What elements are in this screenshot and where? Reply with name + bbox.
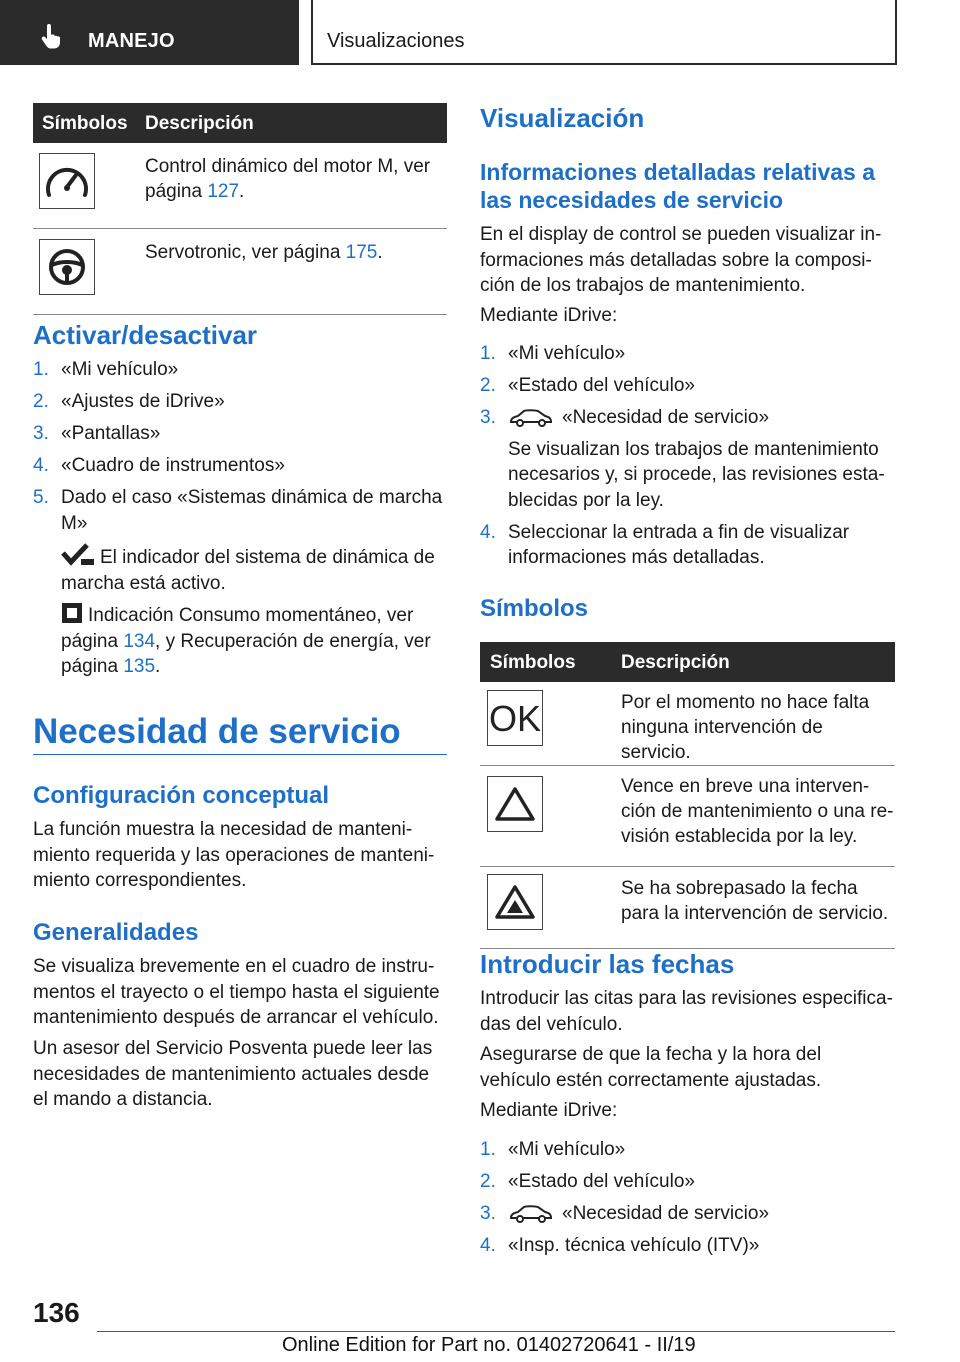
fechas-steps (480, 1137, 895, 1265)
table-description: Control dinámico del motor M, ver página 127. (144, 143, 447, 229)
general-text-2: Un asesor del Servicio Posventa puede leer las necesidades de mantenimiento actuales desde el mando a distancia. (33, 1038, 433, 1110)
right-symbol-table (480, 642, 895, 949)
list-item: 4. «Cuadro de instrumentos» (33, 455, 285, 476)
square-icon (61, 602, 83, 624)
heading-generalidades: Generalidades (33, 919, 199, 946)
config-text: La función muestra la necesidad de mantenimiento requerida y las operaciones de mantenimiento correspondientes. (33, 819, 435, 891)
ok-icon: OK (487, 690, 543, 746)
steering-wheel-icon (39, 239, 95, 295)
mediante-label: Mediante iDrive: (480, 1100, 618, 1121)
heading-config: Configuración conceptual (33, 782, 330, 809)
list-item: 3. «Necesidad de servicio» (480, 1203, 770, 1224)
list-item: 4. «Insp. técnica vehículo (ITV)» (480, 1235, 760, 1256)
list-item: 2. «Ajustes de iDrive» (33, 391, 225, 412)
activar-steps (33, 357, 443, 686)
heading-necesidad: Necesidad de servicio (33, 712, 401, 751)
table-header-description: Descripción (144, 103, 447, 143)
checkmark-icon (61, 542, 95, 566)
table-row (33, 143, 447, 229)
mediante-label: Mediante iDrive: (480, 305, 618, 326)
fechas-text-2: Asegurarse de que la fecha y la hora del vehículo estén correctamente ajustadas. (480, 1044, 822, 1091)
page-link[interactable]: 135 (123, 656, 156, 677)
list-item: 1. «Mi vehículo» (33, 359, 179, 380)
table-row (33, 229, 447, 315)
list-item: 3. «Necesidad de servicio» Se visualizan los trabajos de mantenimiento necesarios y, si procede, las revisiones establecidas por la ley. (480, 405, 895, 513)
visualizacion-steps (480, 341, 895, 577)
table-header-description: Descripción (612, 642, 895, 682)
warning-triangle-icon (487, 776, 543, 832)
heading-visualizacion: Visualización (480, 103, 645, 133)
general-text-1: Se visualiza brevemente en el cuadro de instrumentos el trayecto o el tiempo hasta el siguiente mantenimiento después de arrancar el vehículo. (33, 956, 440, 1028)
heading-simbolos: Símbolos (480, 595, 589, 622)
heading-fechas: Introducir las fechas (480, 949, 735, 979)
list-item: 3. «Pantallas» (33, 423, 161, 444)
footer-rule (97, 1331, 895, 1332)
table-description: Se ha sobrepasado la fecha para la intervención de servicio. (612, 867, 895, 949)
table-row (480, 766, 895, 867)
car-icon (508, 408, 554, 428)
table-header-symbols: Símbolos (480, 642, 612, 682)
list-item: 1. «Mi vehículo» (480, 1139, 626, 1160)
table-row (480, 682, 895, 766)
section-tab (0, 0, 299, 65)
page-title: Visualizaciones (327, 30, 465, 52)
note-active: El indicador del sistema de dinámica de marcha está activo. (61, 542, 443, 596)
list-item: 1. «Mi vehículo» (480, 343, 626, 364)
table-description: Por el momento no hace falta ninguna intervención de servicio. (612, 682, 895, 766)
page-link[interactable]: 175 (345, 242, 378, 263)
section-label: MANEJO (88, 30, 175, 52)
page-number: 136 (33, 1297, 80, 1328)
list-item: 5. Dado el caso «Sistemas dinámica de marcha M» El indicador del sistema de dinámica de marcha está activo. Indicación Consumo momentáneo, ver página 134, y Recuperación de energía, ver página 135. (33, 485, 443, 680)
table-description: Servotronic, ver página 175. (144, 229, 447, 315)
page-link[interactable]: 127 (207, 181, 240, 202)
subheading-informaciones: Informaciones detalladas relativas a las necesidades de servicio (480, 159, 876, 213)
table-header-symbols: Símbolos (33, 103, 144, 143)
list-item: 4. Seleccionar la entrada a fin de visualizar informaciones más detalladas. (480, 521, 850, 568)
page-header (311, 0, 897, 65)
table-description: Vence en breve una intervención de mantenimiento o una revisión establecida por la ley. (612, 766, 895, 867)
fechas-text-1: Introducir las citas para las revisiones especificadas del vehículo. (480, 988, 893, 1035)
edition-note: Online Edition for Part no. 01402720641 - II/19 (282, 1334, 696, 1356)
list-item: 2. «Estado del vehículo» (480, 1171, 695, 1192)
step-extra: Se visualizan los trabajos de mantenimiento necesarios y, si procede, las revisiones establecidas por la ley. (508, 438, 885, 511)
gauge-icon (39, 153, 95, 209)
visualizacion-text: En el display de control se pueden visualizar informaciones más detalladas sobre la composición de los trabajos de mantenimiento. (480, 224, 882, 296)
warning-triangle-filled-icon (487, 874, 543, 930)
heading-rule (33, 754, 447, 755)
page-link[interactable]: 134 (123, 630, 156, 652)
table-row (480, 867, 895, 949)
hand-pointer-icon (38, 24, 64, 50)
car-icon (508, 1204, 554, 1224)
note-consumo: Indicación Consumo momentáneo, ver página 134, y Recuperación de energía, ver página 135. (61, 602, 443, 680)
list-item: 2. «Estado del vehículo» (480, 375, 695, 396)
left-symbol-table (33, 103, 447, 315)
heading-activar: Activar/desactivar (33, 320, 258, 350)
